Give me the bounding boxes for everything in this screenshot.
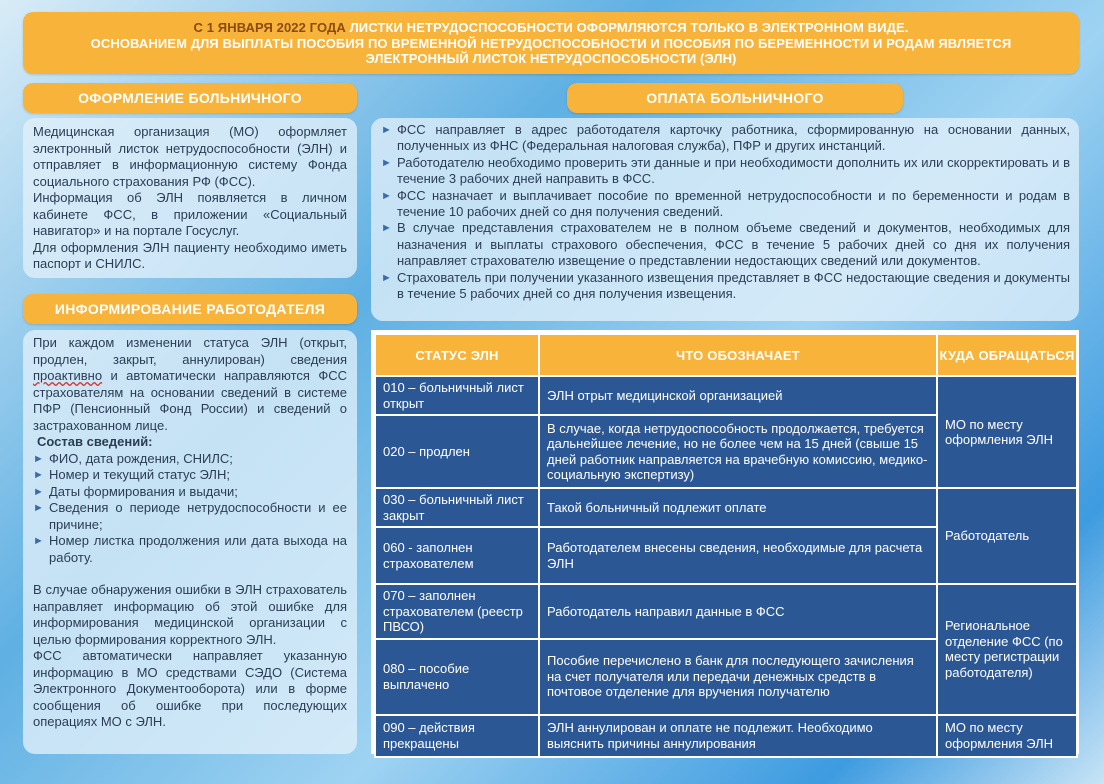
composition-list [33, 451, 347, 567]
table-row [375, 715, 1077, 757]
bullet-arrow-icon: ► [33, 452, 44, 465]
meaning-cell: Пособие перечислено в банк для последующего зачисления на счет получателя или передачи денежных средств в почтовое отделение для вручения получателю [539, 639, 937, 715]
bullet-arrow-icon: ► [381, 189, 392, 202]
composition-item: ► ФИО, дата рождения, СНИЛС; [33, 450, 233, 466]
bullet-arrow-icon: ► [381, 156, 392, 169]
status-cell: 020 – продлен [375, 415, 539, 488]
payment-list [381, 122, 1070, 302]
payment-item: ► Страхователь при получении указанного извещения представляет в ФСС недостающие сведения и документы в течение 5 рабочих дней со дня получения извещения. [381, 269, 1070, 302]
error-paragraph: В случае обнаружения ошибки в ЭЛН страхователь направляет информацию об этой ошибке для информирования медицинской организации с целью формирования корректного ЭЛН. [33, 582, 347, 647]
status-cell: 070 – заполнен страхователем (реестр ПВСО) [375, 584, 539, 639]
table-row [375, 376, 1077, 415]
meaning-cell: Работодатель направил данные в ФСС [539, 584, 937, 639]
payment-item: ► Работодателю необходимо проверить эти данные и при необходимости дополнить их или скорректировать и в течение 3 рабочих дней направить в ФСС. [381, 154, 1070, 187]
bullet-arrow-icon: ► [33, 502, 44, 514]
banner-line-3: ЭЛЕКТРОННЫЙ ЛИСТОК НЕТРУДОСПОСОБНОСТИ (ЭЛН) [365, 51, 737, 66]
meaning-cell: ЭЛН аннулирован и оплате не подлежит. Необходимо выяснить причины аннулирования [539, 715, 937, 757]
meaning-cell: Такой больничный подлежит оплате [539, 488, 937, 527]
top-banner [23, 12, 1079, 74]
composition-item: ► Сведения о периоде нетрудоспособности и ее причине; [33, 500, 347, 532]
informing-heading: ИНФОРМИРОВАНИЕ РАБОТОДАТЕЛЯ [23, 294, 357, 324]
registration-paragraph: Медицинская организация (МО) оформляет электронный листок нетрудоспособности (ЭЛН) и отправляет в информационную систему Фонда социального страхования РФ (ФСС). [33, 124, 347, 189]
composition-item: ► Номер листка продолжения или дата выхода на работу. [33, 533, 347, 565]
status-table [371, 330, 1079, 754]
status-cell: 010 – больничный лист открыт [375, 376, 539, 415]
bullet-arrow-icon: ► [381, 271, 392, 284]
contact-cell: МО по месту оформления ЭЛН [937, 376, 1077, 488]
informing-panel [23, 330, 357, 754]
meaning-cell: В случае, когда нетрудоспособность продолжается, требуется дальнейшее лечение, но не более чем на 15 дней (свыше 15 дней работник направляется на врачебную комиссию, медико-социальную экспертизу) [539, 415, 937, 488]
status-cell: 080 – пособие выплачено [375, 639, 539, 715]
meaning-cell: ЭЛН отрыт медицинской организацией [539, 376, 937, 415]
contact-cell: МО по месту оформления ЭЛН [937, 715, 1077, 757]
bullet-arrow-icon: ► [33, 535, 44, 547]
status-cell: 090 – действия прекращены [375, 715, 539, 757]
meaning-cell: Работодателем внесены сведения, необходимые для расчета ЭЛН [539, 527, 937, 584]
registration-paragraph: Для оформления ЭЛН пациенту необходимо иметь паспорт и СНИЛС. [33, 239, 347, 271]
payment-heading: ОПЛАТА БОЛЬНИЧНОГО [567, 83, 903, 113]
registration-panel [23, 118, 357, 278]
bullet-arrow-icon: ► [33, 469, 44, 481]
banner-line-1 [23, 20, 1079, 36]
contact-cell: Региональное отделение ФСС (по месту регистрации работодателя) [937, 584, 1077, 715]
table-header-row [375, 334, 1077, 376]
bullet-arrow-icon: ► [381, 222, 392, 235]
payment-item: ► В случае представления страхователем не в полном объеме сведений и документов, необходимых для назначения и выплаты страхового обеспечения, ФСС в течение 5 рабочих дней со дня их получения направляет страхователю извещение о представлении недостающих сведений или документов. [381, 220, 1070, 269]
composition-item: ► Даты формирования и выдачи; [33, 483, 238, 499]
header-status: СТАТУС ЭЛН [375, 334, 539, 376]
banner-line-1-text: ЛИСТКИ НЕТРУДОСПОСОБНОСТИ ОФОРМЛЯЮТСЯ ТОЛЬКО В ЭЛЕКТРОННОМ ВИДЕ. [345, 20, 909, 35]
banner-date: С 1 ЯНВАРЯ 2022 ГОДА [193, 20, 346, 35]
payment-item: ► ФСС назначает и выплачивает пособие по временной нетрудоспособности и по беременности и родам в течение 10 рабочих дней со дня получения сведений. [381, 187, 1070, 220]
header-contact: КУДА ОБРАЩАТЬСЯ [937, 334, 1077, 376]
payment-item: ► ФСС направляет в адрес работодателя карточку работника, сформированную на основании данных, полученных из ФНС (Федеральная налоговая служба), ПФР и других инстанций. [381, 122, 1070, 154]
bullet-arrow-icon: ► [33, 485, 44, 498]
composition-title: Состав сведений: [37, 434, 153, 449]
bullet-arrow-icon: ► [381, 124, 392, 136]
contact-cell: Работодатель [937, 488, 1077, 584]
registration-paragraph: Информация об ЭЛН появляется в личном кабинете ФСС, в приложении «Социальный навигатор» и на портале Госуслуг. [33, 190, 347, 238]
payment-panel [371, 118, 1079, 321]
registration-heading: ОФОРМЛЕНИЕ БОЛЬНИЧНОГО [23, 83, 357, 113]
table-row [375, 488, 1077, 527]
composition-item: ► Номер и текущий статус ЭЛН; [33, 467, 230, 482]
fss-paragraph: ФСС автоматически направляет указанную информацию в МО средствами СЭДО (Система Электронного Документооборота) или в форме сообщения об ошибке при последующих операциях МО с ЭЛН. [33, 648, 347, 729]
proactive-word: проактивно [33, 368, 103, 383]
table-row [375, 584, 1077, 639]
header-meaning: ЧТО ОБОЗНАЧАЕТ [539, 334, 937, 376]
status-cell: 060 - заполнен страхователем [375, 527, 539, 584]
banner-line-2: ОСНОВАНИЕМ ДЛЯ ВЫПЛАТЫ ПОСОБИЯ ПО ВРЕМЕННОЙ НЕТРУДОСПОСОБНОСТИ И ПОСОБИЯ ПО БЕРЕМЕННОСТИ И РОДАМ ЯВЛЯЕТСЯ [90, 35, 1012, 51]
informing-intro: При каждом изменении статуса ЭЛН (открыт, продлен, закрыт, аннулирован) сведения проактивно и автоматически направляются ФСС страхователям на основании сведений в системе ПФР (Пенсионный Фонд России) и сведений о застрахованном лице. [33, 335, 347, 433]
status-cell: 030 – больничный лист закрыт [375, 488, 539, 527]
